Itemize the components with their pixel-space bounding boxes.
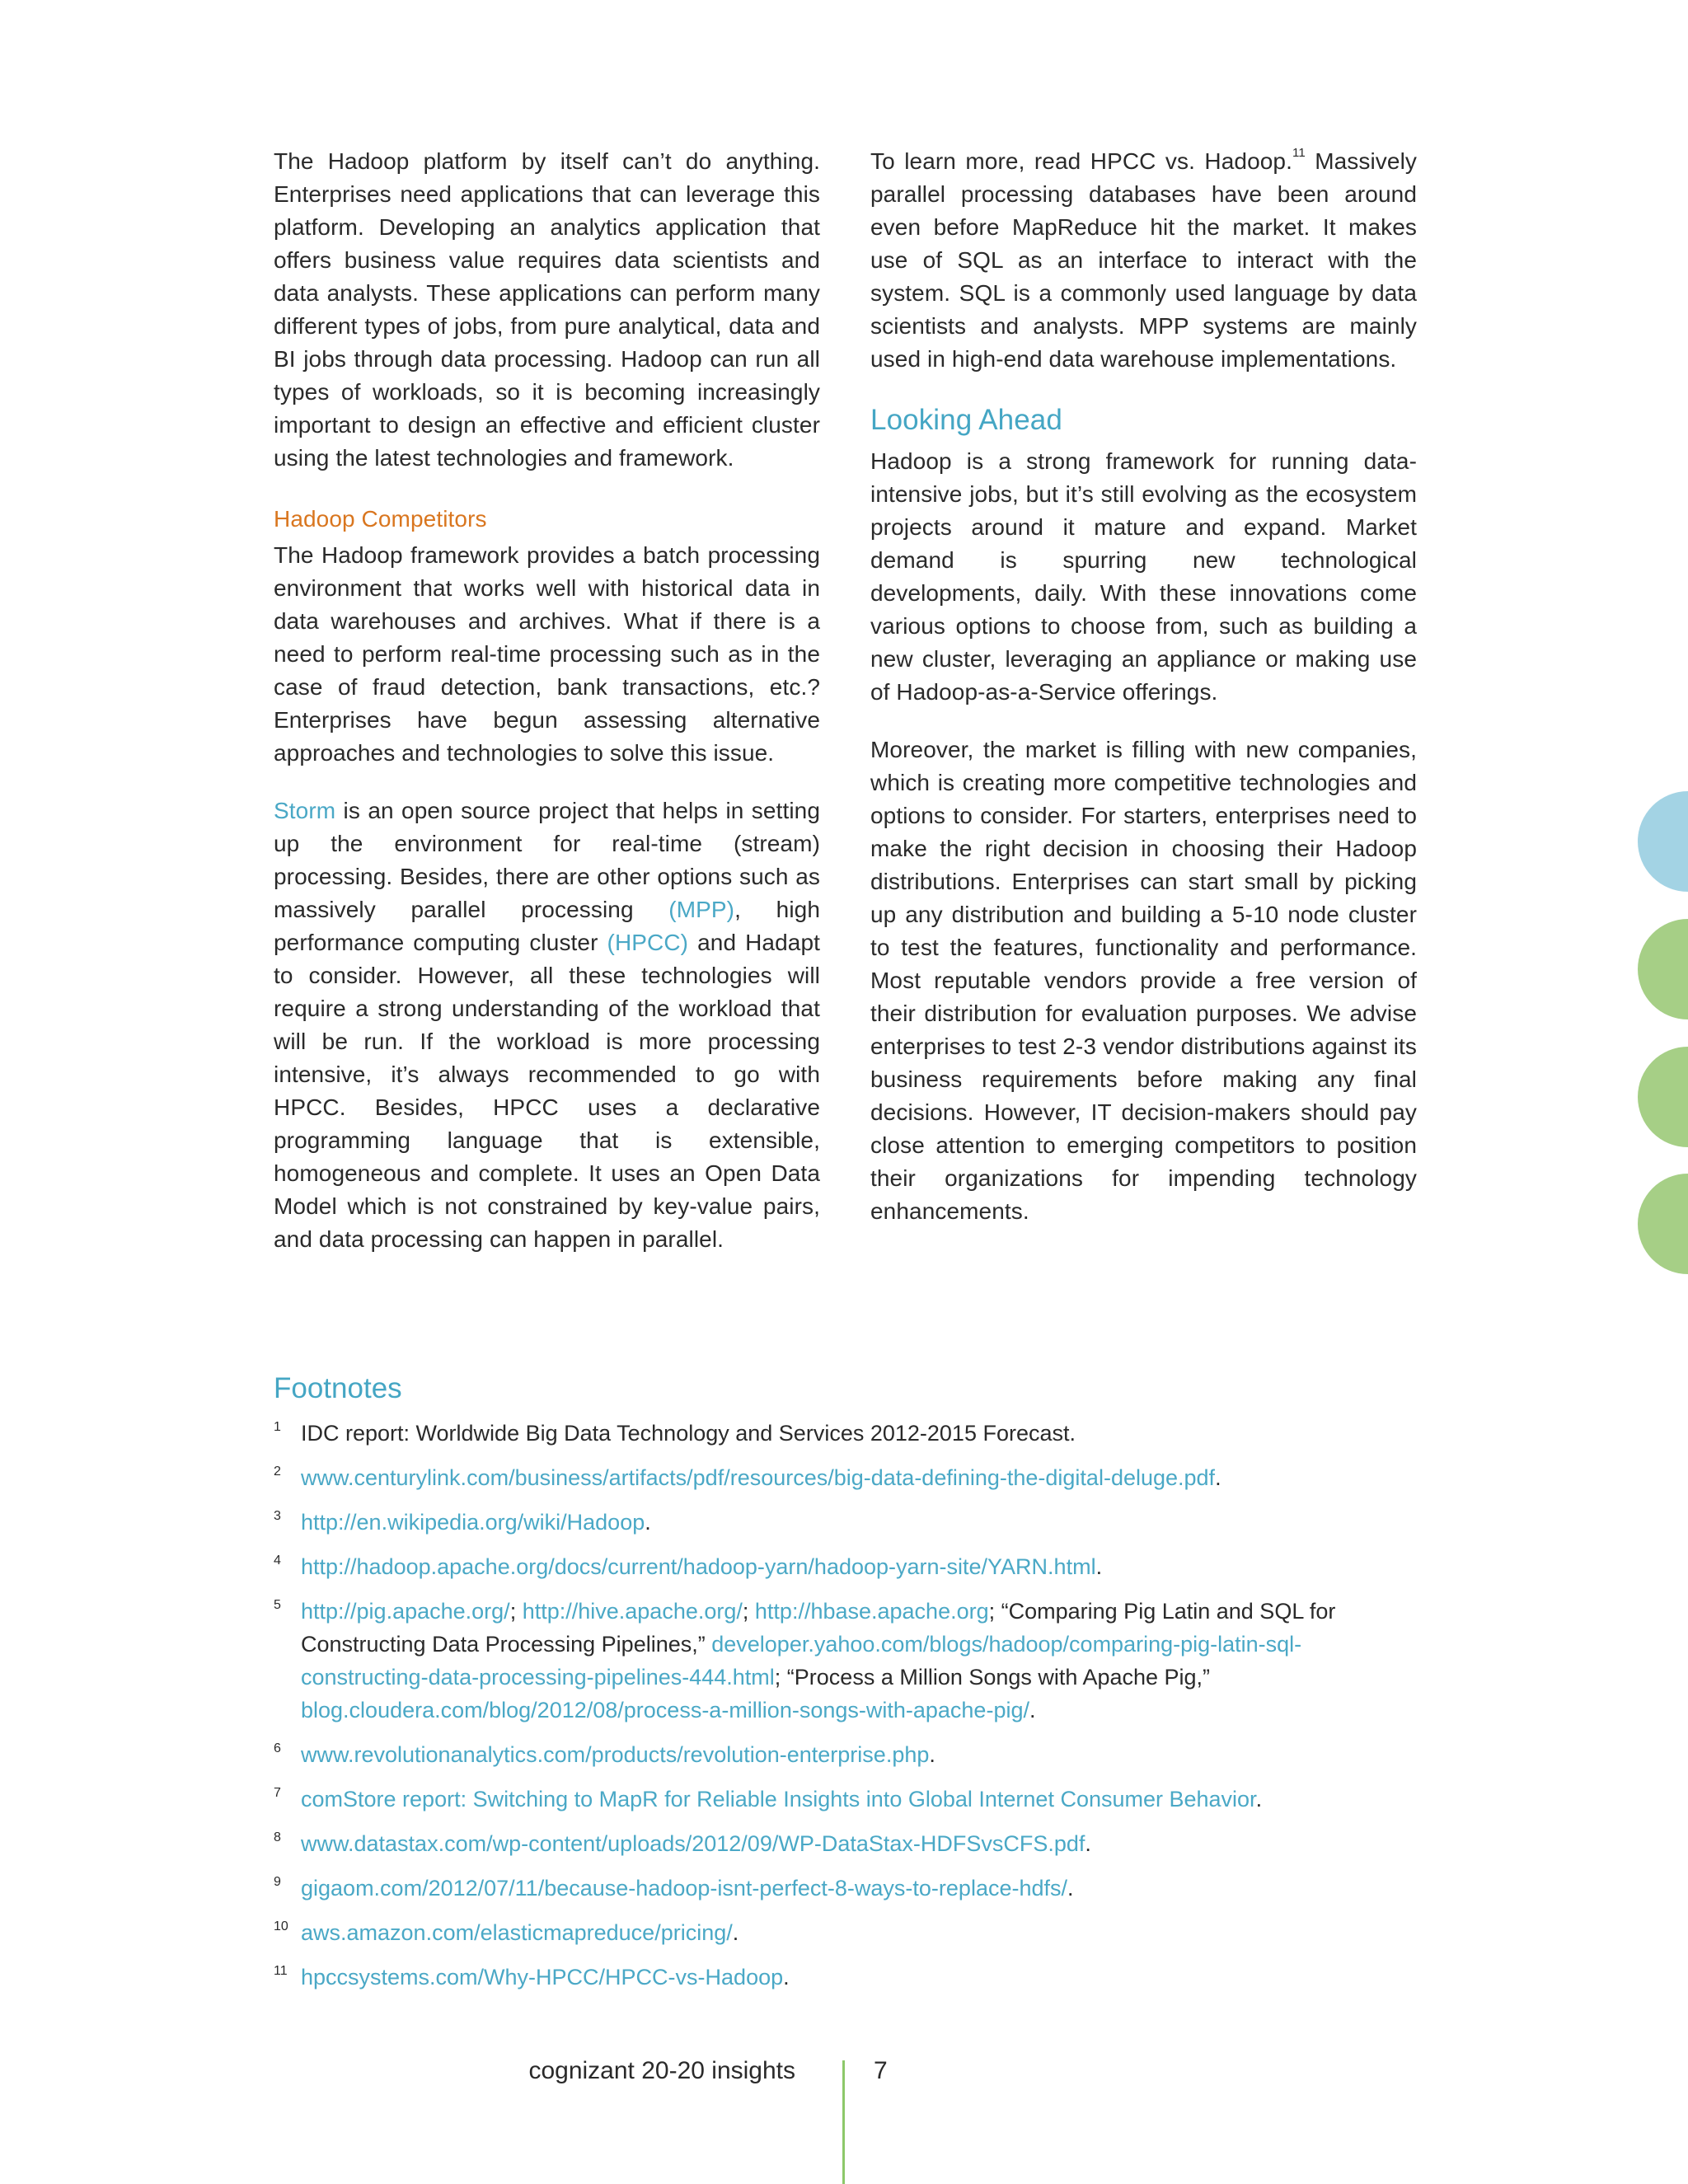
looking-ahead-heading: Looking Ahead (870, 404, 1062, 436)
decorative-dot-green (1638, 1047, 1688, 1147)
footnote-3: 3 http://en.wikipedia.org/wiki/Hadoop. (274, 1506, 1411, 1539)
looking-ahead-paragraph: Hadoop is a strong framework for running data-intensive jobs, but it’s still evolving as the ecosystem projects around it mature and expand. Market demand is spurring new technological developments, daily. With these innovations come various options to choose from, such as building a new cluster, leveraging an appliance or making use of Hadoop-as-a-Service offerings. (870, 448, 1417, 705)
footnote-8: 8 www.datastax.com/wp-content/uploads/2012/09/WP-DataStax-HDFSvsCFS.pdf. (274, 1827, 1411, 1860)
footnote-2: 2 www.centurylink.com/business/artifacts/pdf/resources/big-data-defining-the-digital-deluge.pdf. (274, 1461, 1411, 1494)
mpp-link[interactable]: (MPP) (668, 897, 735, 922)
footnotes-heading: Footnotes (274, 1372, 402, 1404)
footnote-link[interactable]: gigaom.com/2012/07/11/because-hadoop-isnt-perfect-8-ways-to-replace-hdfs/ (301, 1876, 1067, 1900)
decorative-dot-green (1638, 919, 1688, 1019)
intro-paragraph: The Hadoop platform by itself can’t do anything. Enterprises need applications that can leverage this platform. Developing an analytics application that offers business value requires data scientists and data analysts. These applications can perform many different types of jobs, from pure analytical, data and BI jobs through data processing. Hadoop can run all types of workloads, so it is becoming increasingly important to design an effective and efficient cluster using the latest technologies and framework. (274, 148, 820, 471)
footnote-number: 10 (274, 1919, 288, 1933)
footnotes-section (274, 1364, 1411, 2005)
mpp-text-a: To learn more, read HPCC vs. Hadoop. (870, 148, 1292, 174)
footnote-link[interactable]: www.centurylink.com/business/artifacts/pdf/resources/big-data-defining-the-digital-deluge.pdf (301, 1465, 1216, 1490)
footnote-number: 3 (274, 1509, 281, 1523)
footnote-number: 5 (274, 1598, 281, 1612)
footnote-7: 7 comStore report: Switching to MapR for Reliable Insights into Global Internet Consumer Behavior. (274, 1783, 1411, 1816)
storm-text-b: , high performance computing cluster (274, 897, 820, 955)
footer-divider (842, 2060, 845, 2184)
footnote-number: 11 (274, 1964, 288, 1978)
footnote-5: 5 http://pig.apache.org/; http://hive.apache.org/; http://hbase.apache.org; “Comparing Pig Latin and SQL for Constructing Data Processing Pipelines,” developer.yahoo.com/blogs/hadoop/comparing-pig-latin-sql-constructing-data-processing-pipelines-444.html; “Process a Million Songs with Apache Pig,” blog.cloudera.com/blog/2012/08/process-a-million-songs-with-apache-pig/. (274, 1595, 1411, 1727)
footnote-number: 7 (274, 1786, 281, 1800)
footnote-1 (274, 1417, 1411, 1450)
storm-link[interactable]: Storm (274, 798, 336, 823)
footnote-link[interactable]: http://en.wikipedia.org/wiki/Hadoop (301, 1510, 645, 1535)
market-paragraph: Moreover, the market is filling with new companies, which is creating more competitive technologies and options to consider. For starters, enterprises need to make the right decision in choosing their Hadoop distributions. Enterprises can start small by picking up any distribution and building a 5-10 node cluster to test the features, functionality and performance. Most reputable vendors provide a free version of their distribution for evaluation purposes. We advise enterprises to test 2-3 vendor distributions against its business requirements before making any final decisions. However, IT decision-makers should pay close attention to emerging competitors to position their organizations for impending technology enhancements. (870, 737, 1417, 1224)
footnote-10: 10 aws.amazon.com/elasticmapreduce/pricing/. (274, 1916, 1411, 1949)
footnote-link-yahoo[interactable]: developer.yahoo.com/blogs/hadoop/comparing-pig-latin-sql-constructing-data-processing-pipelines-444.html (301, 1632, 1302, 1690)
storm-text-a: is an open source project that helps in setting up the environment for real-time (stream) processing. Besides, there are other options such as massively parallel processing (274, 798, 820, 922)
footnote-text: IDC report: Worldwide Big Data Technology and Services 2012-2015 Forecast. (301, 1421, 1076, 1446)
footnote-number: 6 (274, 1741, 281, 1755)
footnote-number: 8 (274, 1830, 281, 1844)
footnote-number: 4 (274, 1554, 281, 1568)
decorative-dot-green (1638, 1174, 1688, 1274)
footnote-number: 1 (274, 1420, 281, 1434)
storm-paragraph (274, 794, 820, 1256)
footnote-number: 9 (274, 1875, 281, 1889)
footnote-9: 9 gigaom.com/2012/07/11/because-hadoop-isnt-perfect-8-ways-to-replace-hdfs/. (274, 1872, 1411, 1905)
footnote-link[interactable]: www.revolutionanalytics.com/products/revolution-enterprise.php (301, 1742, 930, 1767)
right-column (870, 145, 1417, 1253)
footnote-link[interactable]: hpccsystems.com/Why-HPCC/HPCC-vs-Hadoop (301, 1965, 784, 1990)
footnote-11: 11 hpccsystems.com/Why-HPCC/HPCC-vs-Hadoop. (274, 1961, 1411, 1994)
hadoop-competitors-heading: Hadoop Competitors (274, 506, 487, 532)
storm-text-c: and Hadapt to consider. However, all these technologies will require a strong understanding of the workload that will be run. If the workload is more processing intensive, it’s always recommended to go with HPCC. Besides, HPCC uses a declarative programming language that is extensible, homogeneous and complete. It uses an Open Data Model which is not constrained by key-value pairs, and data processing can happen in parallel. (274, 930, 820, 1252)
footnote-link[interactable]: comStore report: Switching to MapR for Reliable Insights into Global Internet Consumer Behavior (301, 1787, 1256, 1811)
footnote-4: 4 http://hadoop.apache.org/docs/current/hadoop-yarn/hadoop-yarn-site/YARN.html. (274, 1550, 1411, 1583)
footnote-link[interactable]: http://hadoop.apache.org/docs/current/hadoop-yarn/hadoop-yarn-site/YARN.html (301, 1554, 1096, 1579)
page-number: 7 (874, 2057, 888, 2084)
footnote-link-hbase[interactable]: http://hbase.apache.org (754, 1599, 989, 1624)
footnote-6: 6 www.revolutionanalytics.com/products/revolution-enterprise.php. (274, 1738, 1411, 1771)
decorative-dot-blue (1638, 791, 1688, 892)
footer-publication: cognizant 20-20 insights (528, 2057, 795, 2084)
footnote-link-hive[interactable]: http://hive.apache.org/ (522, 1599, 743, 1624)
mpp-text-b: Massively parallel processing databases have been around even before MapReduce hit the market. It makes use of SQL as an interface to interact with the system. SQL is a commonly used language by data scientists and analysts. MPP systems are mainly used in high-end data warehouse implementations. (870, 148, 1417, 372)
footnote-link[interactable]: aws.amazon.com/elasticmapreduce/pricing/ (301, 1920, 733, 1945)
footnote-link-pig[interactable]: http://pig.apache.org/ (301, 1599, 510, 1624)
mpp-paragraph (870, 145, 1417, 376)
batch-processing-paragraph: The Hadoop framework provides a batch processing environment that works well with historical data in data warehouses and archives. What if there is a need to perform real-time processing such as in the case of fraud detection, bank transactions, etc.? Enterprises have begun assessing alternative approaches and technologies to solve this issue. (274, 542, 820, 766)
hpcc-link[interactable]: (HPCC) (607, 930, 689, 955)
footnote-link-cloudera[interactable]: blog.cloudera.com/blog/2012/08/process-a-million-songs-with-apache-pig/ (301, 1698, 1029, 1722)
footnote-number: 2 (274, 1465, 281, 1479)
footnote-ref-11[interactable]: 11 (1292, 146, 1306, 160)
left-column (274, 145, 820, 1281)
footnote-link[interactable]: www.datastax.com/wp-content/uploads/2012/09/WP-DataStax-HDFSvsCFS.pdf (301, 1831, 1085, 1856)
